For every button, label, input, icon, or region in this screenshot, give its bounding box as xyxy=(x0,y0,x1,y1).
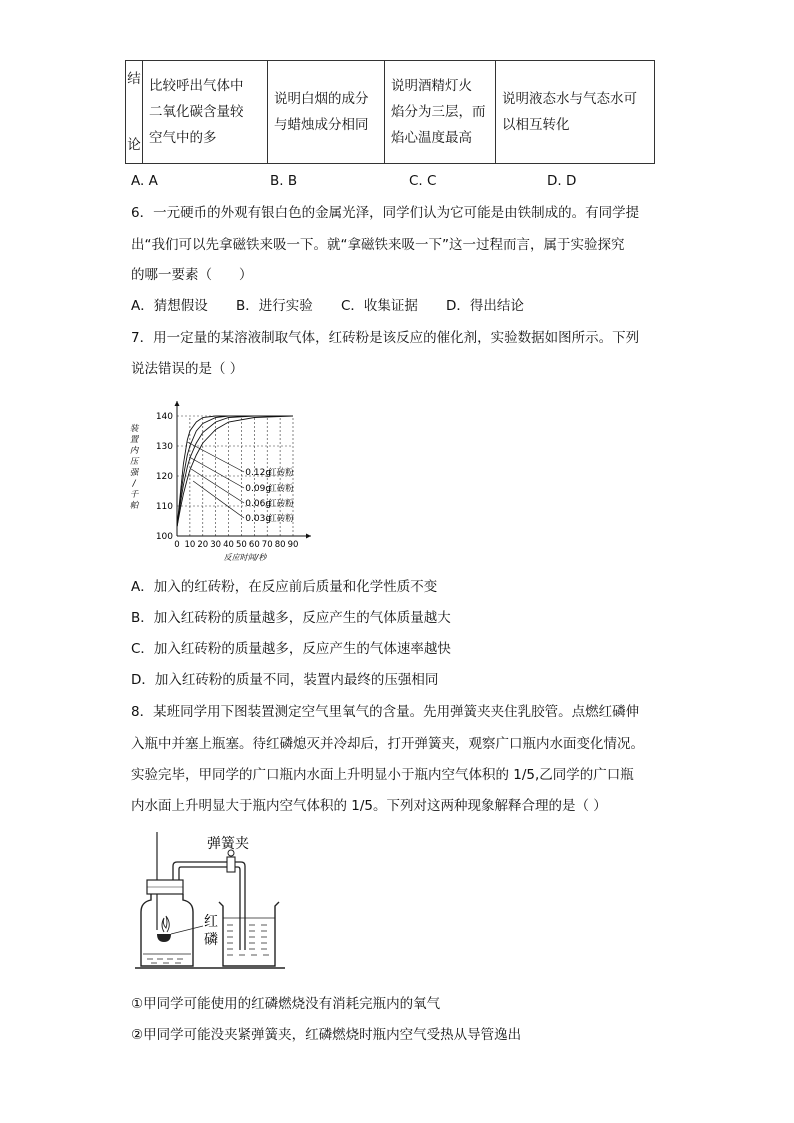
q5-option-a[interactable]: A. A xyxy=(131,173,158,189)
cell-line: 二氧化碳含量较 xyxy=(149,104,244,120)
chart-x-tick-label: 80 xyxy=(274,540,286,550)
pressure-time-chart xyxy=(125,393,320,565)
burning-spoon xyxy=(157,934,171,942)
cell-line: 焰心温度最高 xyxy=(391,130,472,146)
chart-ylabel xyxy=(130,423,140,511)
chart-ylabel-char: 压 xyxy=(129,457,139,467)
chart-ylabel-char: 置 xyxy=(129,435,139,445)
chart-xlabel: 反应时间/秒 xyxy=(223,553,267,562)
beaker xyxy=(219,902,279,966)
chart-y-tick-label: 110 xyxy=(155,502,173,512)
cell-line: 焰分为三层，而 xyxy=(391,104,486,120)
chart-x-tick-label: 30 xyxy=(210,540,222,550)
spring-clamp-label: 弹簧夹 xyxy=(207,836,249,852)
table-cell xyxy=(143,61,268,164)
q8-line: 入瓶中并塞上瓶塞。待红磷熄灭并冷却后，打开弹簧夹，观察广口瓶内水面变化情况。 xyxy=(131,736,644,752)
q7-option-a[interactable]: A．加入的红砖粉，在反应前后质量和化学性质不变 xyxy=(131,579,438,595)
chart-ylabel-char: 装 xyxy=(129,424,139,434)
chart-ylabel-char: 帕 xyxy=(129,501,139,511)
q8-line: 8．某班同学用下图装置测定空气里氧气的含量。先用弹簧夹夹住乳胶管。点燃红磷伸 xyxy=(131,704,640,720)
chart-x-tick-label: 90 xyxy=(287,540,299,550)
table-cell xyxy=(268,61,385,164)
q7-line: 说法错误的是（ ） xyxy=(131,361,244,377)
chart-x-tick-label: 40 xyxy=(223,540,234,550)
cell-line: 说明液态水与气态水可 xyxy=(502,91,637,107)
q6-line: 6．一元硬币的外观有银白色的金属光泽，同学们认为它可能是由铁制成的。有同学提 xyxy=(131,205,640,221)
q5-option-d[interactable]: D. D xyxy=(547,173,577,189)
chart-series-labels xyxy=(187,442,294,524)
cell-line: 与蜡烛成分相同 xyxy=(274,117,369,133)
cell-line: 比较呼出气体中 xyxy=(149,78,244,94)
chart-series-leader xyxy=(189,457,244,488)
chart-ylabel-char: 强 xyxy=(129,468,139,478)
chart-x-axis-arrow xyxy=(306,534,311,539)
conclusion-table xyxy=(125,60,655,164)
chart-series-label: 0.03g xyxy=(245,514,272,524)
q6-option-d[interactable]: D．得出结论 xyxy=(446,298,524,314)
q7-option-d[interactable]: D．加入红砖粉的质量不同，装置内最终的压强相同 xyxy=(131,672,439,688)
chart-series-label: 0.12g xyxy=(245,468,272,478)
oxygen-apparatus-diagram xyxy=(135,830,295,972)
chart-series-label: 0.09g xyxy=(245,484,272,494)
row-label-top: 结 xyxy=(127,71,141,87)
chart-series-leader xyxy=(191,469,244,503)
chart-series-label-suffix: 红砖粉 xyxy=(268,499,294,509)
chart-series-label-suffix: 红砖粉 xyxy=(268,468,294,478)
q8-statement-2: ②甲同学可能没夹紧弹簧夹，红磷燃烧时瓶内空气受热从导管逸出 xyxy=(131,1027,522,1043)
q6-option-b[interactable]: B．进行实验 xyxy=(236,298,313,314)
chart-y-tick-label: 100 xyxy=(155,532,173,542)
q5-option-b[interactable]: B. B xyxy=(270,173,298,189)
chart-y-tick-label: 140 xyxy=(155,412,173,422)
chart-series-label-suffix: 红砖粉 xyxy=(268,484,294,494)
row-label-bottom: 论 xyxy=(127,137,141,153)
q5-option-c[interactable]: C. C xyxy=(409,173,437,189)
q8-line: 内水面上升明显大于瓶内空气体积的 1/5。下列对这两种现象解释合理的是（ ） xyxy=(131,798,607,814)
row-label xyxy=(126,61,143,164)
cell-line: 以相互转化 xyxy=(502,117,570,133)
delivery-tube xyxy=(173,862,233,880)
q7-option-b[interactable]: B．加入红砖粉的质量越多，反应产生的气体质量越大 xyxy=(131,610,451,626)
flame-icon xyxy=(162,916,169,932)
chart-x-tick-label: 60 xyxy=(248,540,260,550)
q6-line: 的哪一要素（ ） xyxy=(131,267,253,283)
chart-x-tick-label: 0 xyxy=(174,540,180,550)
chart-ylabel-char: / xyxy=(132,479,136,489)
cell-line: 说明酒精灯火 xyxy=(391,78,472,94)
chart-series-label: 0.06g xyxy=(245,499,272,509)
cell-line: 说明白烟的成分 xyxy=(274,91,369,107)
chart-y-axis-arrow xyxy=(175,401,180,406)
chart-x-tick-label: 10 xyxy=(184,540,196,550)
chart-ylabel-char: 千 xyxy=(129,490,139,500)
red-phosphorus-label: 磷 xyxy=(204,932,218,948)
chart-x-tick-label: 20 xyxy=(197,540,209,550)
table-cell xyxy=(496,61,655,164)
chart-x-tick-label: 70 xyxy=(261,540,273,550)
q8-line: 实验完毕，甲同学的广口瓶内水面上升明显小于瓶内空气体积的 1/5,乙同学的广口瓶 xyxy=(131,767,634,783)
chart-series-label-suffix: 红砖粉 xyxy=(268,514,294,524)
q6-line: 出“我们可以先拿磁铁来吸一下。就“拿磁铁来吸一下”这一过程而言，属于实验探究 xyxy=(131,237,625,253)
cell-line: 空气中的多 xyxy=(149,130,217,146)
spring-clamp xyxy=(227,857,235,872)
q7-option-c[interactable]: C．加入红砖粉的质量越多，反应产生的气体速率越快 xyxy=(131,641,451,657)
chart-y-tick-label: 120 xyxy=(155,472,173,482)
table-row xyxy=(126,61,655,164)
q8-statement-1: ①甲同学可能使用的红磷燃烧没有消耗完瓶内的氧气 xyxy=(131,996,441,1012)
q7-line: 7．用一定量的某溶液制取气体，红砖粉是该反应的催化剂，实验数据如图所示。下列 xyxy=(131,330,640,346)
chart-x-tick-label: 50 xyxy=(236,540,247,550)
table-cell xyxy=(385,61,496,164)
q6-option-c[interactable]: C．收集证据 xyxy=(341,298,418,314)
chart-y-tick-label: 130 xyxy=(155,442,173,452)
q6-option-a[interactable]: A．猜想假设 xyxy=(131,298,208,314)
chart-ylabel-char: 内 xyxy=(129,446,139,456)
red-phosphorus-label: 红 xyxy=(204,914,218,930)
wide-mouth-bottle xyxy=(141,894,193,966)
